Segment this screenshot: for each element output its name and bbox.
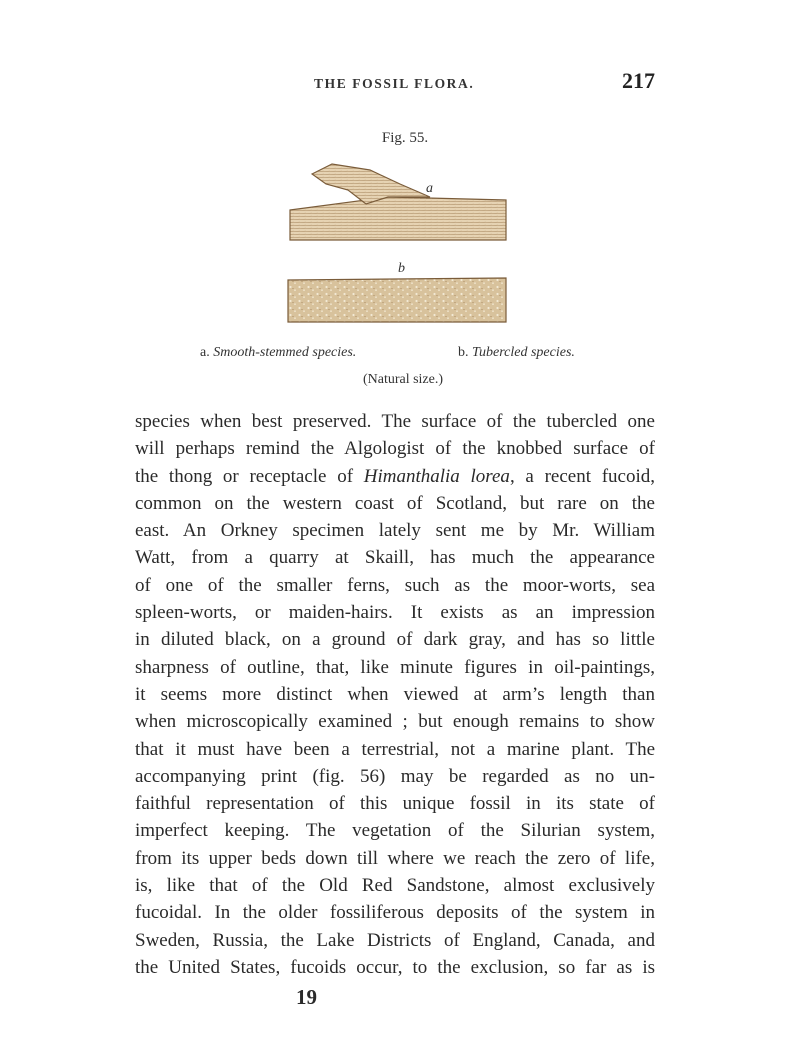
text-line: imperfect keeping. The vegetation of the Silurian system, <box>135 820 655 842</box>
text-line: sharpness of outline, that, like minute figures in oil-paintings, <box>135 656 655 678</box>
figure-caption: Fig. 55. <box>381 130 429 146</box>
specimen-a <box>290 164 506 240</box>
text-line: when microscopically examined ; but enough remains to show <box>135 711 655 733</box>
text-line: that it must have been a terrestrial, not a marine plant. The <box>135 738 655 760</box>
text-line: will perhaps remind the Algologist of the knobbed surface of <box>135 438 655 460</box>
text-run: the thong or receptacle of <box>135 465 364 487</box>
legend-b-prefix: b. <box>458 345 469 360</box>
text-line: common on the western coast of Scotland, but rare on the <box>135 492 655 514</box>
text-line: it seems more distinct when viewed at arm’s length than <box>135 683 655 705</box>
text-line: the United States, fucoids occur, to the exclusion, so far as is <box>135 956 655 978</box>
running-head <box>0 68 800 98</box>
figure-label-b: b <box>398 261 405 276</box>
text-line: faithful representation of this unique fossil in its state of <box>135 793 655 815</box>
page-number: 217 <box>622 68 655 93</box>
text-line: is, like that of the Old Red Sandstone, almost exclusively <box>135 875 655 897</box>
text-line: species when best preserved. The surface of the tubercled one <box>135 411 655 432</box>
legend-a-text: Smooth-stemmed species. <box>213 345 357 360</box>
legend-a <box>200 345 356 361</box>
fossil-figure <box>270 152 530 332</box>
running-title: THE FOSSIL FLORA. <box>314 76 475 91</box>
text-line <box>135 463 655 490</box>
legend-b-text: Tubercled species. <box>472 345 575 360</box>
text-line: east. An Orkney specimen lately sent me by Mr. William <box>135 520 655 542</box>
text-line: Watt, from a quarry at Skaill, has much the appearance <box>135 547 655 569</box>
fossil-illustration <box>270 152 530 332</box>
text-line: accompanying print (fig. 56) may be regarded as no un- <box>135 765 655 787</box>
legend-b <box>458 345 575 361</box>
text-line: of one of the smaller ferns, such as the moor-worts, sea <box>135 574 655 596</box>
body-text <box>135 408 655 981</box>
text-line: from its upper beds down till where we reach the zero of life, <box>135 847 655 869</box>
species-name: Himanthalia lorea <box>363 465 510 487</box>
text-line: in diluted black, on a ground of dark gray, and has so little <box>135 629 655 651</box>
signature-mark: 19 <box>296 985 317 1009</box>
specimen-b <box>288 278 506 322</box>
text-line: fucoidal. In the older fossiliferous deposits of the system in <box>135 902 655 924</box>
legend-note: (Natural size.) <box>362 372 444 387</box>
text-line: Sweden, Russia, the Lake Districts of England, Canada, and <box>135 929 655 951</box>
text-line: spleen-worts, or maiden-hairs. It exists as an impression <box>135 602 655 624</box>
legend-a-prefix: a. <box>200 345 210 360</box>
text-run: , a recent fucoid, <box>509 465 655 487</box>
figure-label-a: a <box>426 181 433 196</box>
